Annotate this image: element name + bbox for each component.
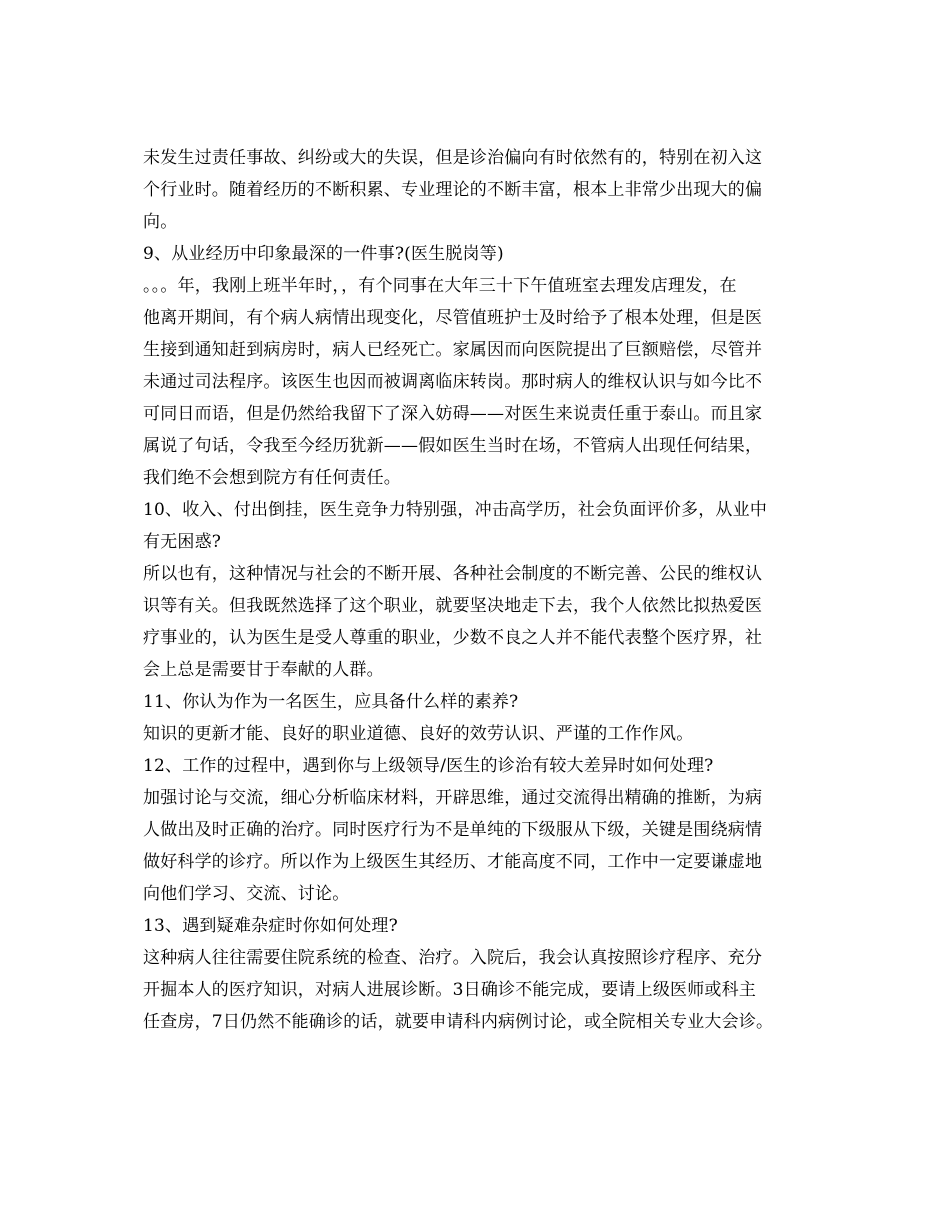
- text-line-11: 我们绝不会想到院方有任何责任。: [143, 468, 401, 488]
- text-line-5: 。。。年，我刚上班半年时，，有个同事在大年三十下午值班室去理发店理发，在: [143, 276, 737, 296]
- question-13: 13、遇到疑难杂症时你如何处理?: [143, 916, 398, 936]
- text-line-19: 知识的更新才能、良好的职业道德、良好的效劳认识、严谨的工作作风。: [143, 724, 694, 744]
- question-12: 12、工作的过程中，遇到你与上级领导/医生的诊治有较大差异时如何处理?: [143, 756, 714, 776]
- question-10-cont: 有无困惑?: [143, 532, 222, 552]
- text-line-6: 他离开期间，有个病人病情出现变化，尽管值班护士及时给予了根本处理，但是医: [143, 308, 763, 328]
- text-line-26: 这种病人往往需要住院系统的检查、治疗。入院后，我会认真按照诊疗程序、充分: [143, 948, 763, 968]
- text-line-8: 未通过司法程序。该医生也因而被调离临床转岗。那时病人的维权认识与如今比不: [143, 372, 763, 392]
- question-9: 9、从业经历中印象最深的一件事?(医生脱岗等): [143, 244, 504, 264]
- question-10: 10、收入、付出倒挂，医生竞争力特别强，冲击高学历，社会负面评价多，从业中: [143, 500, 768, 520]
- text-line-23: 做好科学的诊疗。所以作为上级医生其经历、才能高度不同，工作中一定要谦虚地: [143, 852, 763, 872]
- text-line-15: 识等有关。但我既然选择了这个职业，就要坚决地走下去，我个人依然比拟热爱医: [143, 596, 763, 616]
- text-line-3: 向。: [143, 212, 178, 232]
- question-11: 11、你认为作为一名医生，应具备什么样的素养?: [143, 692, 519, 712]
- document-body: [143, 142, 823, 1038]
- text-line-24: 向他们学习、交流、讨论。: [143, 884, 350, 904]
- text-line-21: 加强讨论与交流，细心分析临床材料，开辟思维，通过交流得出精确的推断，为病: [143, 788, 763, 808]
- text-line-7: 生接到通知赶到病房时，病人已经死亡。家属因而向医院提出了巨额赔偿，尽管并: [143, 340, 763, 360]
- text-line-16: 疗事业的，认为医生是受人尊重的职业，少数不良之人并不能代表整个医疗界，社: [143, 628, 763, 648]
- text-line-28: 任查房，7日仍然不能确诊的话，就要申请科内病例讨论，或全院相关专业大会诊。: [143, 1012, 774, 1032]
- text-line-22: 人做出及时正确的治疗。同时医疗行为不是单纯的下级服从下级，关键是围绕病情: [143, 820, 763, 840]
- text-line-10: 属说了句话，令我至今经历犹新——假如医生当时在场，不管病人出现任何结果，: [143, 436, 763, 456]
- text-line-27: 开掘本人的医疗知识，对病人进展诊断。3日确诊不能完成，要请上级医师或科主: [143, 980, 757, 1000]
- text-line-1: 未发生过责任事故、纠纷或大的失误，但是诊治偏向有时依然有的，特别在初入这: [143, 148, 763, 168]
- text-line-14: 所以也有，这种情况与社会的不断开展、各种社会制度的不断完善、公民的维权认: [143, 564, 763, 584]
- text-line-17: 会上总是需要甘于奉献的人群。: [143, 660, 384, 680]
- text-line-2: 个行业时。随着经历的不断积累、专业理论的不断丰富，根本上非常少出现大的偏: [143, 180, 763, 200]
- text-line-9: 可同日而语，但是仍然给我留下了深入妨碍——对医生来说责任重于泰山。而且家: [143, 404, 763, 424]
